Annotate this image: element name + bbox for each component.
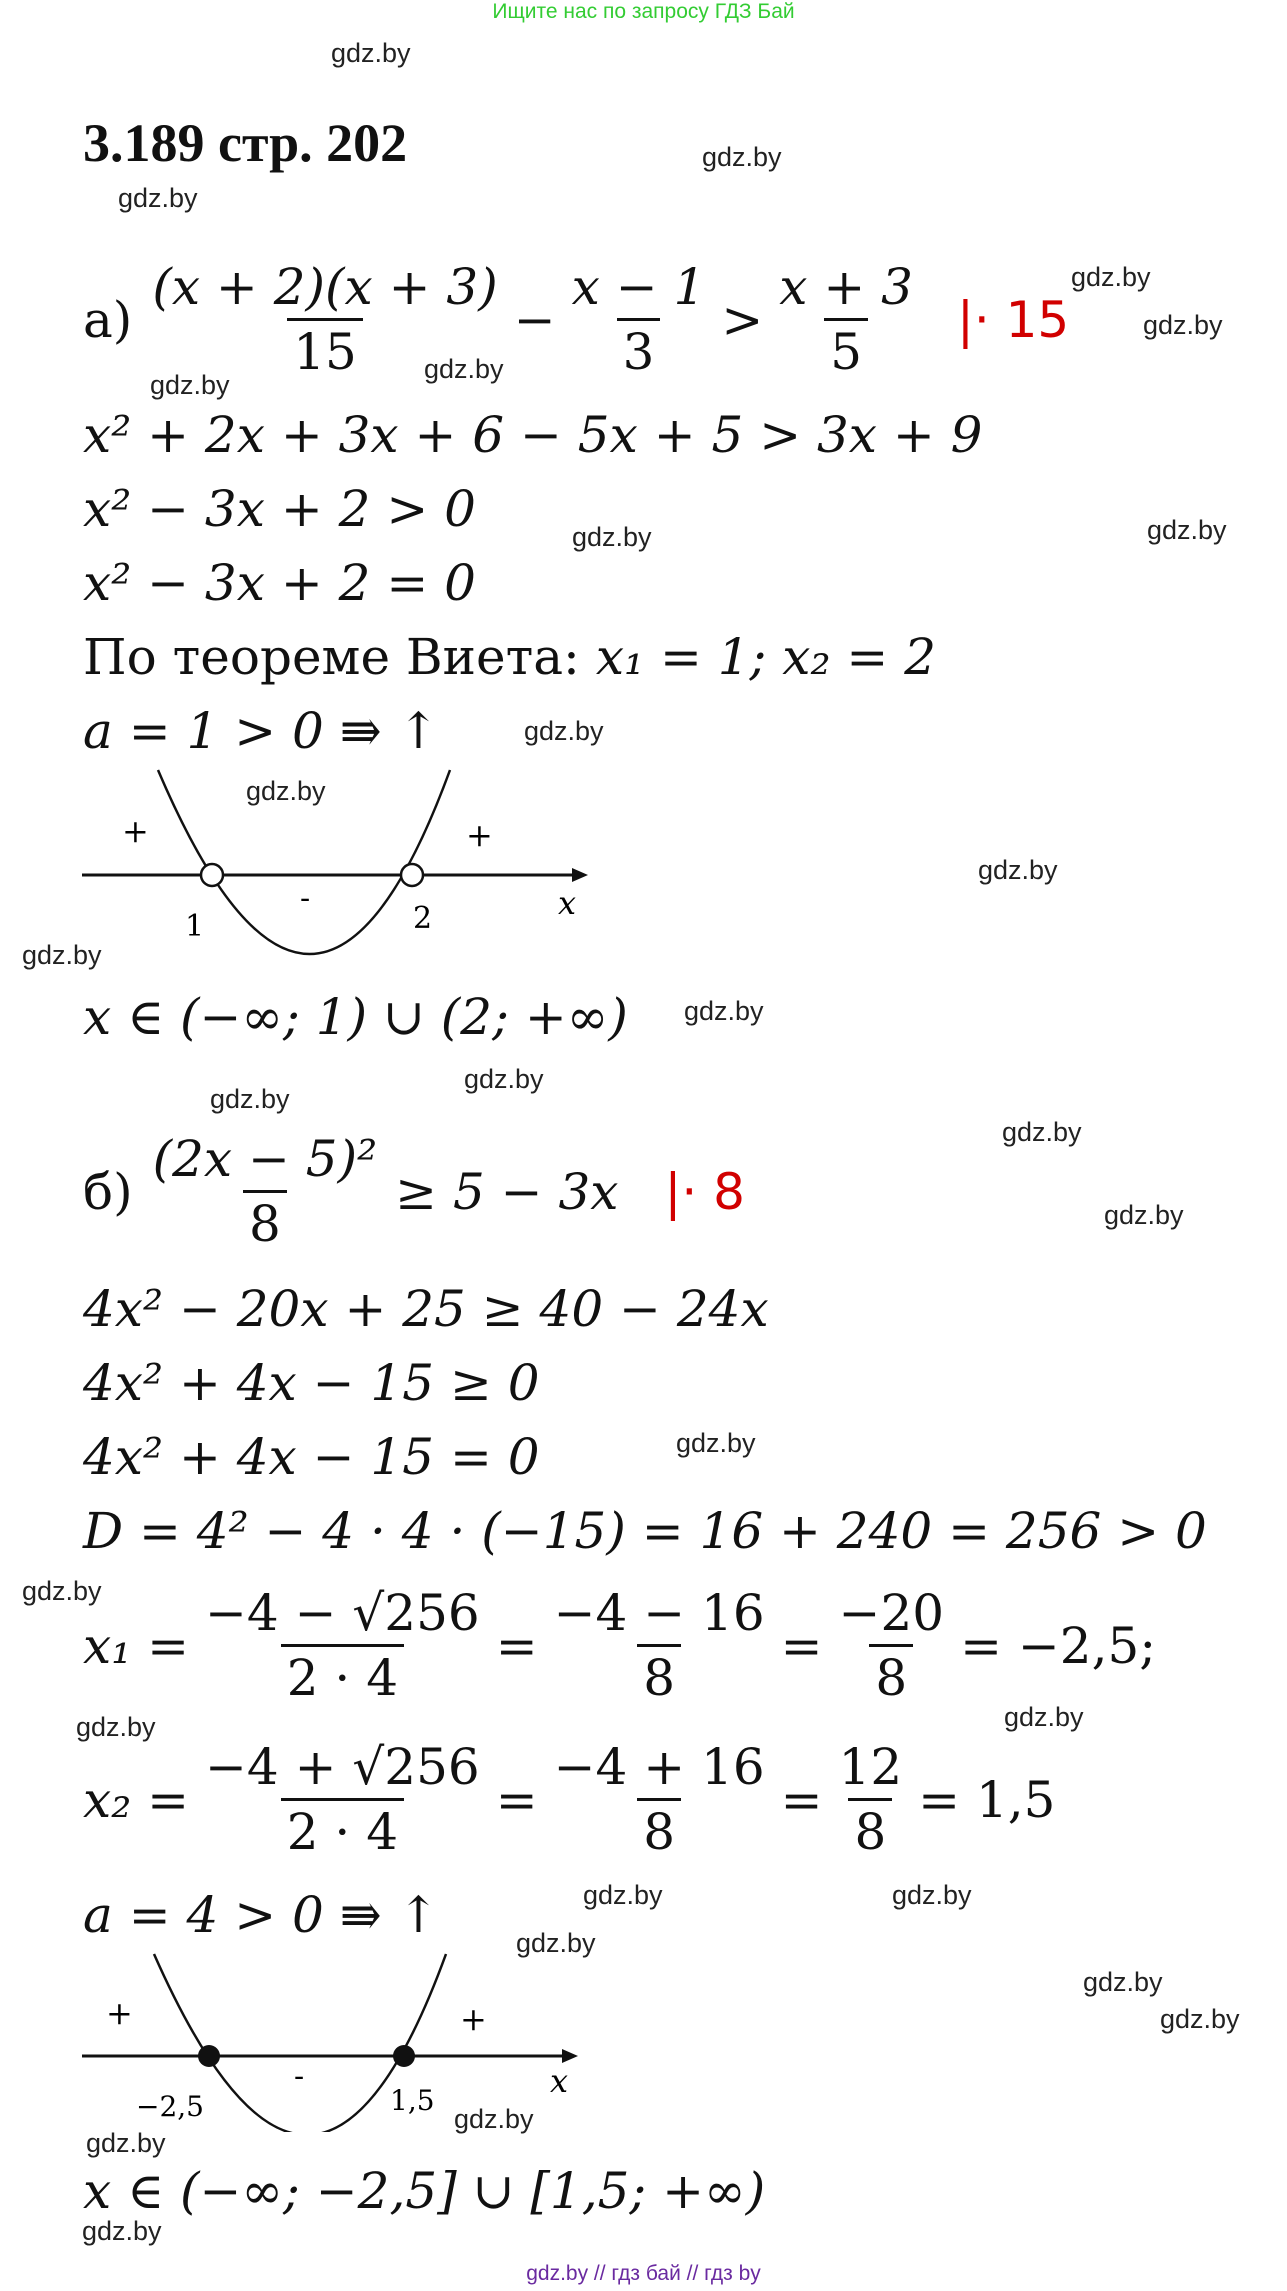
watermark: gdz.by bbox=[82, 2216, 162, 2246]
watermark: gdz.by bbox=[684, 996, 764, 1026]
watermark: gdz.by bbox=[1004, 1702, 1084, 1732]
vieta-line bbox=[83, 628, 937, 686]
watermark: gdz.by bbox=[1002, 1117, 1082, 1147]
numerator: −4 − √256 bbox=[205, 1584, 480, 1642]
operator: = bbox=[495, 1616, 538, 1675]
denominator: 2 · 4 bbox=[281, 1798, 404, 1857]
root-lhs: x₁ = bbox=[83, 1616, 190, 1675]
numerator: x − 1 bbox=[571, 258, 706, 316]
sign-minus: - bbox=[300, 881, 311, 916]
equation-line: 4x² + 4x − 15 ≥ 0 bbox=[83, 1354, 540, 1412]
multiplier-note: |· 8 bbox=[664, 1162, 745, 1221]
operator: = bbox=[780, 1770, 823, 1829]
fraction bbox=[548, 1584, 771, 1707]
denominator: 8 bbox=[869, 1644, 913, 1703]
root-result: = −2,5; bbox=[960, 1616, 1157, 1675]
root-label: 1 bbox=[185, 909, 205, 944]
open-root-point bbox=[201, 864, 223, 886]
fraction bbox=[833, 1738, 909, 1861]
watermark: gdz.by bbox=[1071, 262, 1151, 292]
open-root-point bbox=[401, 864, 423, 886]
sign-plus: + bbox=[122, 812, 149, 850]
denominator: 8 bbox=[243, 1190, 287, 1249]
watermark: gdz.by bbox=[978, 855, 1058, 885]
watermark: gdz.by bbox=[1160, 2004, 1240, 2034]
watermark: gdz.by bbox=[210, 1084, 290, 1114]
watermark: gdz.by bbox=[1147, 515, 1227, 545]
inequality-b bbox=[83, 1130, 745, 1253]
exercise-title: 3.189 стр. 202 bbox=[83, 113, 408, 173]
watermark: gdz.by bbox=[246, 776, 326, 806]
filled-root-point bbox=[198, 2045, 220, 2067]
watermark: gdz.by bbox=[331, 38, 411, 68]
fraction bbox=[146, 258, 503, 381]
root-lhs: x₂ = bbox=[83, 1770, 190, 1829]
sign-plus: + bbox=[466, 816, 493, 854]
footer-links[interactable]: gdz.by // гдз бай // гдз by bbox=[526, 2262, 761, 2285]
equation-line: x² − 3x + 2 = 0 bbox=[83, 554, 476, 612]
axis-arrow-icon bbox=[572, 868, 588, 882]
numerator: (x + 2)(x + 3) bbox=[152, 258, 498, 316]
root-label: 1,5 bbox=[390, 2084, 435, 2117]
watermark: gdz.by bbox=[118, 183, 198, 213]
numerator: −20 bbox=[838, 1584, 945, 1642]
vieta-roots: x₁ = 1; x₂ = 2 bbox=[595, 628, 937, 686]
numerator: 12 bbox=[838, 1738, 903, 1796]
fraction bbox=[773, 258, 919, 381]
leading-coefficient-line: a = 4 > 0 ⇛ ↑ bbox=[83, 1886, 440, 1944]
watermark: gdz.by bbox=[583, 1880, 663, 1910]
axis-arrow-icon bbox=[562, 2049, 578, 2063]
watermark: gdz.by bbox=[702, 142, 782, 172]
part-b-label: б) bbox=[83, 1162, 133, 1221]
equation-line: x² + 2x + 3x + 6 − 5x + 5 > 3x + 9 bbox=[83, 406, 983, 464]
inequality-rhs: ≥ 5 − 3x bbox=[395, 1162, 619, 1221]
root-result: = 1,5 bbox=[918, 1770, 1056, 1829]
operator: > bbox=[721, 290, 764, 349]
watermark: gdz.by bbox=[22, 1576, 102, 1606]
equation-line: 4x² − 20x + 25 ≥ 40 − 24x bbox=[83, 1280, 769, 1338]
search-banner[interactable]: Ищите нас по запросу ГДЗ Бай bbox=[492, 0, 795, 23]
root-label: −2,5 bbox=[136, 2090, 204, 2123]
root-x1-line bbox=[83, 1584, 1157, 1707]
part-a-label: а) bbox=[83, 290, 133, 349]
numerator: −4 + √256 bbox=[205, 1738, 480, 1796]
equation-line: 4x² + 4x − 15 = 0 bbox=[83, 1428, 540, 1486]
fraction bbox=[199, 1738, 486, 1861]
filled-root-point bbox=[393, 2045, 415, 2067]
watermark: gdz.by bbox=[676, 1428, 756, 1458]
watermark: gdz.by bbox=[150, 370, 230, 400]
numerator: (2x − 5)² bbox=[152, 1130, 378, 1188]
watermark: gdz.by bbox=[572, 522, 652, 552]
watermark: gdz.by bbox=[86, 2128, 166, 2158]
watermark: gdz.by bbox=[524, 716, 604, 746]
operator: = bbox=[495, 1770, 538, 1829]
watermark: gdz.by bbox=[454, 2104, 534, 2134]
numerator: −4 + 16 bbox=[553, 1738, 765, 1796]
denominator: 8 bbox=[637, 1798, 681, 1857]
operator: − bbox=[513, 290, 556, 349]
operator: = bbox=[780, 1616, 823, 1675]
fraction bbox=[566, 258, 712, 381]
answer-a: x ∈ (−∞; 1) ∪ (2; +∞) bbox=[83, 988, 628, 1046]
fraction bbox=[833, 1584, 951, 1707]
watermark: gdz.by bbox=[424, 354, 504, 384]
watermark: gdz.by bbox=[1083, 1967, 1163, 1997]
fraction bbox=[147, 1130, 384, 1253]
root-label: 2 bbox=[413, 901, 433, 936]
watermark: gdz.by bbox=[1104, 1200, 1184, 1230]
watermark: gdz.by bbox=[516, 1928, 596, 1958]
answer-b: x ∈ (−∞; −2,5] ∪ [1,5; +∞) bbox=[83, 2162, 766, 2220]
sign-minus: - bbox=[294, 2059, 305, 2094]
vieta-label: По теореме Виета: bbox=[83, 628, 580, 686]
discriminant-line: D = 4² − 4 · 4 · (−15) = 16 + 240 = 256 > 0 bbox=[83, 1502, 1207, 1560]
denominator: 2 · 4 bbox=[281, 1644, 404, 1703]
denominator: 8 bbox=[848, 1798, 892, 1857]
parabola-graph-b bbox=[78, 1952, 598, 2132]
denominator: 3 bbox=[617, 318, 661, 377]
fraction bbox=[548, 1738, 771, 1861]
sign-plus: + bbox=[460, 2000, 487, 2038]
sign-plus: + bbox=[106, 1994, 133, 2032]
numerator: −4 − 16 bbox=[553, 1584, 765, 1642]
denominator: 5 bbox=[824, 318, 868, 377]
root-x2-line bbox=[83, 1738, 1056, 1861]
denominator: 8 bbox=[637, 1644, 681, 1703]
axis-label: x bbox=[558, 884, 577, 922]
watermark: gdz.by bbox=[22, 940, 102, 970]
denominator: 15 bbox=[287, 318, 363, 377]
watermark: gdz.by bbox=[1143, 310, 1223, 340]
watermark: gdz.by bbox=[76, 1712, 156, 1742]
watermark: gdz.by bbox=[892, 1880, 972, 1910]
fraction bbox=[199, 1584, 486, 1707]
numerator: x + 3 bbox=[779, 258, 913, 316]
inequality-a bbox=[83, 258, 1070, 381]
equation-line: x² − 3x + 2 > 0 bbox=[83, 480, 476, 538]
watermark: gdz.by bbox=[464, 1064, 544, 1094]
parabola-graph-a bbox=[78, 768, 598, 958]
axis-label: x bbox=[550, 2062, 569, 2100]
leading-coefficient-line: a = 1 > 0 ⇛ ↑ bbox=[83, 702, 440, 760]
multiplier-note: |· 15 bbox=[956, 290, 1070, 349]
